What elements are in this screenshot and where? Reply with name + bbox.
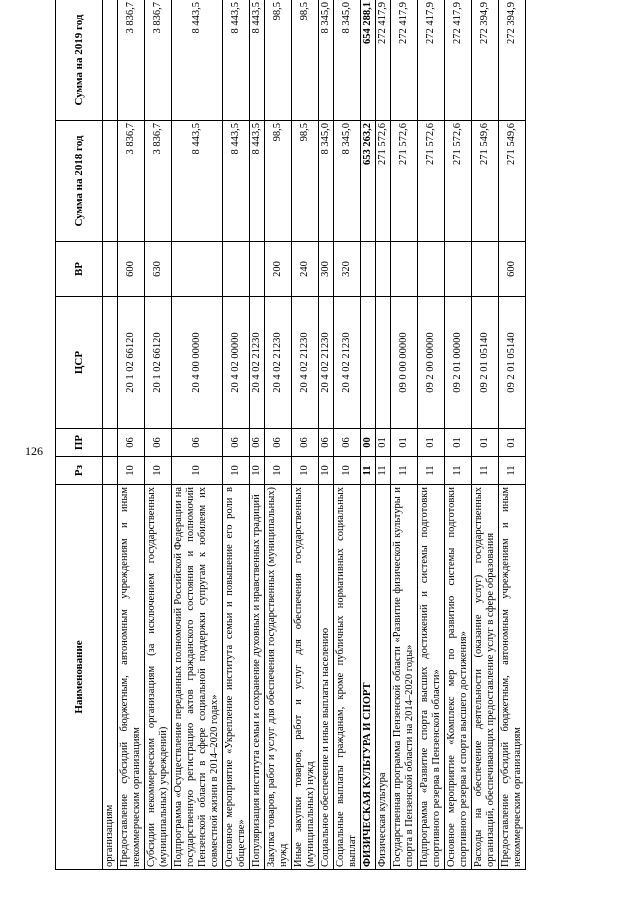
cell-vr: 200	[265, 242, 292, 297]
cell-pr: 06	[334, 429, 361, 457]
table-row	[250, 0, 265, 870]
table-row	[391, 0, 418, 870]
cell-vr: 600	[118, 242, 145, 297]
cell-csr: 09 2 01 05140	[472, 297, 499, 429]
cell-rz: 11	[376, 457, 391, 485]
cell-rz: 10	[145, 457, 172, 485]
table-row	[103, 0, 118, 870]
cell-name: Предоставление субсидий бюджетным, автономным учреждениям и иным некоммерческим организациям	[499, 485, 526, 870]
cell-csr: 20 4 02 21230	[319, 297, 334, 429]
cell-name: Социальное обеспечение и иные выплаты населению	[319, 485, 334, 870]
cell-vr: 240	[292, 242, 319, 297]
cell-csr: 20 4 02 21230	[292, 297, 319, 429]
cell-name: Иные закупки товаров, работ и услуг для обеспечения государственных (муниципальных) нужд	[292, 485, 319, 870]
cell-pr: 06	[118, 429, 145, 457]
cell-s18: 8 345,0	[334, 121, 361, 242]
cell-s18: 98,5	[265, 121, 292, 242]
cell-s19	[103, 0, 118, 121]
header-vr: ВР	[56, 242, 103, 297]
cell-s19: 8 443,5	[250, 0, 265, 121]
cell-csr: 09 2 00 00000	[418, 297, 445, 429]
cell-s19: 8 345,0	[319, 0, 334, 121]
table-row	[118, 0, 145, 870]
cell-pr: 01	[499, 429, 526, 457]
cell-pr: 06	[265, 429, 292, 457]
header-rz: Рз	[56, 457, 103, 485]
cell-pr: 06	[145, 429, 172, 457]
cell-csr: 20 4 02 00000	[223, 297, 250, 429]
cell-name: Государственная программа Пензенской области «Развитие физической культуры и спорта в Пензенской области на 2014–2020 годы»	[391, 485, 418, 870]
cell-csr: 09 2 01 05140	[499, 297, 526, 429]
cell-rz: 10	[223, 457, 250, 485]
cell-name: Предоставление субсидий бюджетным, автономным учреждениям и иным некоммерческим организациям	[118, 485, 145, 870]
cell-s18: 271 572,6	[445, 121, 472, 242]
cell-s19: 98,5	[292, 0, 319, 121]
cell-pr: 01	[445, 429, 472, 457]
cell-rz: 10	[319, 457, 334, 485]
cell-s18: 271 549,6	[499, 121, 526, 242]
cell-csr: 09 0 00 00000	[391, 297, 418, 429]
cell-rz: 11	[472, 457, 499, 485]
cell-name: Расходы на обеспечение деятельности (оказание услуг) государственных организаций, обеспечивающих предоставление услуг в сфере образования	[472, 485, 499, 870]
cell-vr: 320	[334, 242, 361, 297]
table-row	[223, 0, 250, 870]
cell-s19: 98,5	[265, 0, 292, 121]
table-row	[334, 0, 361, 870]
cell-csr: 20 4 02 21230	[250, 297, 265, 429]
cell-s18: 3 836,7	[118, 121, 145, 242]
table-row	[265, 0, 292, 870]
cell-pr: 01	[418, 429, 445, 457]
cell-s18: 271 572,6	[418, 121, 445, 242]
cell-s18: 271 549,6	[472, 121, 499, 242]
table-row	[145, 0, 172, 870]
cell-rz	[103, 457, 118, 485]
cell-s19: 272 394,9	[472, 0, 499, 121]
cell-rz: 10	[118, 457, 145, 485]
table-header-row	[56, 0, 103, 870]
table-row	[172, 0, 223, 870]
cell-rz: 10	[265, 457, 292, 485]
table-row	[499, 0, 526, 870]
cell-s19: 8 345,0	[334, 0, 361, 121]
cell-vr	[391, 242, 418, 297]
cell-name: ФИЗИЧЕСКАЯ КУЛЬТУРА И СПОРТ	[361, 485, 376, 870]
cell-vr	[376, 242, 391, 297]
cell-pr: 06	[319, 429, 334, 457]
cell-rz: 11	[445, 457, 472, 485]
cell-rz: 11	[391, 457, 418, 485]
cell-name: Основное мероприятие «Комплекс мер по развитию системы подготовки спортивного резерва и спорта высшего достижения»	[445, 485, 472, 870]
cell-vr	[418, 242, 445, 297]
cell-s19: 654 288,1	[361, 0, 376, 121]
cell-s18: 271 572,6	[391, 121, 418, 242]
cell-vr	[172, 242, 223, 297]
table-body	[103, 0, 526, 870]
cell-csr: 09 2 01 00000	[445, 297, 472, 429]
cell-s18: 653 263,2	[361, 121, 376, 242]
header-csr: ЦСР	[56, 297, 103, 429]
cell-s18: 8 443,5	[223, 121, 250, 242]
cell-name: Популяризация института семьи и сохранение духовных и нравственных традиций	[250, 485, 265, 870]
cell-name: организациям	[103, 485, 118, 870]
table-row	[319, 0, 334, 870]
page-number: 126	[25, 444, 43, 458]
table-row	[445, 0, 472, 870]
cell-name: Подпрограмма «Осуществление переданных полномочий Российской Федерации на государственную регистрацию актов гражданского состояния и полномочий Пензенской области в сфере социальной поддержки супругам к юбилеям их совместной жизни в 2014–2020 годах»	[172, 485, 223, 870]
table-row	[376, 0, 391, 870]
cell-s19: 3 836,7	[145, 0, 172, 121]
cell-s18: 8 345,0	[319, 121, 334, 242]
cell-s19: 272 417,9	[391, 0, 418, 121]
cell-csr	[361, 297, 376, 429]
cell-s18: 271 572,6	[376, 121, 391, 242]
cell-csr: 20 1 02 66120	[118, 297, 145, 429]
cell-pr: 06	[172, 429, 223, 457]
cell-s19: 272 394,9	[499, 0, 526, 121]
cell-rz: 11	[418, 457, 445, 485]
cell-s18	[103, 121, 118, 242]
table-row	[418, 0, 445, 870]
cell-vr	[361, 242, 376, 297]
cell-vr	[250, 242, 265, 297]
cell-name: Физическая культура	[376, 485, 391, 870]
cell-s19: 272 417,9	[445, 0, 472, 121]
cell-pr: 06	[250, 429, 265, 457]
cell-rz: 10	[250, 457, 265, 485]
cell-s18: 3 836,7	[145, 121, 172, 242]
cell-csr: 20 4 00 00000	[172, 297, 223, 429]
cell-s19: 8 443,5	[223, 0, 250, 121]
cell-s19: 272 417,9	[376, 0, 391, 121]
cell-s19: 8 443,5	[172, 0, 223, 121]
cell-s18: 98,5	[292, 121, 319, 242]
table-row	[472, 0, 499, 870]
cell-name: Подпрограмма «Развитие спорта высших достижений и системы подготовки спортивного резерва в Пензенской области»	[418, 485, 445, 870]
cell-s19: 272 417,9	[418, 0, 445, 121]
cell-vr: 630	[145, 242, 172, 297]
cell-vr	[445, 242, 472, 297]
cell-pr: 01	[391, 429, 418, 457]
cell-name: Социальные выплаты гражданам, кроме публичных нормативных социальных выплат	[334, 485, 361, 870]
cell-csr: 20 1 02 66120	[145, 297, 172, 429]
cell-csr	[376, 297, 391, 429]
cell-name: Основное мероприятие «Укрепление института семьи и повышение его роли в обществе»	[223, 485, 250, 870]
cell-rz: 11	[361, 457, 376, 485]
cell-vr	[223, 242, 250, 297]
cell-pr	[103, 429, 118, 457]
cell-s18: 8 443,5	[250, 121, 265, 242]
cell-csr: 20 4 02 21230	[265, 297, 292, 429]
cell-vr	[103, 242, 118, 297]
cell-rz: 10	[334, 457, 361, 485]
cell-pr: 00	[361, 429, 376, 457]
cell-name: Субсидии некоммерческим организациям (за исключением государственных (муниципальных) учреждений)	[145, 485, 172, 870]
cell-pr: 01	[376, 429, 391, 457]
cell-vr	[472, 242, 499, 297]
header-name: Наименование	[56, 485, 103, 870]
cell-vr: 300	[319, 242, 334, 297]
cell-pr: 06	[223, 429, 250, 457]
budget-table-container	[55, 0, 605, 870]
header-pr: ПР	[56, 429, 103, 457]
table-row	[292, 0, 319, 870]
cell-name: Закупка товаров, работ и услуг для обеспечения государственных (муниципальных) нужд	[265, 485, 292, 870]
budget-table	[55, 0, 526, 870]
cell-pr: 01	[472, 429, 499, 457]
header-sum-2018: Сумма на 2018 год	[56, 121, 103, 242]
cell-csr: 20 4 02 21230	[334, 297, 361, 429]
cell-s18: 8 443,5	[172, 121, 223, 242]
cell-vr: 600	[499, 242, 526, 297]
cell-csr	[103, 297, 118, 429]
cell-rz: 11	[499, 457, 526, 485]
header-sum-2019: Сумма на 2019 год	[56, 0, 103, 121]
cell-pr: 06	[292, 429, 319, 457]
cell-s19: 3 836,7	[118, 0, 145, 121]
table-row	[361, 0, 376, 870]
cell-rz: 10	[292, 457, 319, 485]
cell-rz: 10	[172, 457, 223, 485]
